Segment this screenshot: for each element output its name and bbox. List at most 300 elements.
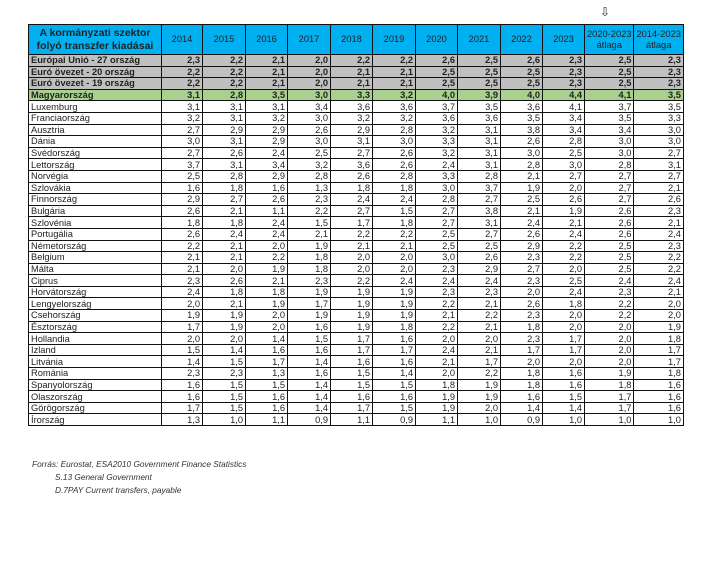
value-cell: 2,9	[501, 240, 543, 252]
value-cell: 2,0	[331, 263, 373, 275]
value-cell: 2,3	[501, 333, 543, 345]
value-cell: 2,7	[162, 124, 203, 136]
value-cell: 2,2	[634, 263, 683, 275]
value-cell: 1,9	[585, 368, 634, 380]
value-cell: 2,8	[373, 124, 416, 136]
value-cell: 3,8	[458, 205, 501, 217]
value-cell: 2,4	[416, 275, 458, 287]
value-cell: 2,9	[162, 194, 203, 206]
value-cell: 1,9	[246, 263, 288, 275]
value-cell: 1,8	[416, 379, 458, 391]
table-row	[29, 66, 684, 78]
value-cell: 1,1	[331, 414, 373, 426]
table-row	[29, 344, 684, 356]
value-cell: 2,5	[585, 263, 634, 275]
value-cell: 1,5	[246, 379, 288, 391]
value-cell: 1,9	[458, 379, 501, 391]
value-cell: 1,8	[162, 217, 203, 229]
value-cell: 3,6	[373, 101, 416, 113]
value-cell: 1,5	[373, 402, 416, 414]
value-cell: 3,2	[373, 89, 416, 101]
value-cell: 2,0	[585, 356, 634, 368]
table-row	[29, 310, 684, 322]
value-cell: 2,6	[416, 55, 458, 67]
value-cell: 2,6	[585, 217, 634, 229]
value-cell: 0,9	[373, 414, 416, 426]
value-cell: 3,1	[458, 217, 501, 229]
value-cell: 2,7	[416, 217, 458, 229]
value-cell: 2,0	[246, 310, 288, 322]
value-cell: 1,1	[416, 414, 458, 426]
value-cell: 2,3	[634, 205, 683, 217]
table-row	[29, 368, 684, 380]
value-cell: 3,1	[203, 112, 246, 124]
country-name: Málta	[29, 263, 162, 275]
value-cell: 1,5	[203, 379, 246, 391]
value-cell: 4,4	[543, 89, 585, 101]
country-name: Finnország	[29, 194, 162, 206]
value-cell: 1,8	[373, 217, 416, 229]
value-cell: 2,0	[288, 66, 331, 78]
value-cell: 2,2	[203, 66, 246, 78]
table-row	[29, 136, 684, 148]
value-cell: 3,0	[416, 252, 458, 264]
value-cell: 1,9	[543, 205, 585, 217]
value-cell: 2,3	[288, 275, 331, 287]
value-cell: 2,2	[543, 252, 585, 264]
table-row	[29, 78, 684, 90]
value-cell: 2,6	[458, 252, 501, 264]
value-cell: 2,0	[416, 368, 458, 380]
value-cell: 1,5	[203, 356, 246, 368]
table-body	[29, 55, 684, 426]
value-cell: 2,3	[162, 275, 203, 287]
value-cell: 2,6	[501, 55, 543, 67]
table-row	[29, 286, 684, 298]
value-cell: 2,5	[288, 147, 331, 159]
value-cell: 1,6	[331, 391, 373, 403]
table-row	[29, 217, 684, 229]
value-cell: 3,3	[416, 170, 458, 182]
value-cell: 1,4	[288, 402, 331, 414]
value-cell: 1,6	[288, 368, 331, 380]
value-cell: 1,1	[246, 414, 288, 426]
value-cell: 1,9	[416, 402, 458, 414]
table-title-line2: folyó transzfer kiadásai	[36, 39, 154, 52]
value-cell: 1,7	[585, 402, 634, 414]
value-cell: 2,1	[458, 321, 501, 333]
value-cell: 2,2	[543, 240, 585, 252]
value-cell: 2,3	[203, 368, 246, 380]
table-row	[29, 89, 684, 101]
value-cell: 2,3	[543, 55, 585, 67]
value-cell: 1,6	[501, 391, 543, 403]
value-cell: 3,1	[458, 147, 501, 159]
value-cell: 2,4	[373, 194, 416, 206]
value-cell: 1,9	[373, 310, 416, 322]
country-name: Franciaország	[29, 112, 162, 124]
value-cell: 1,6	[162, 182, 203, 194]
value-cell: 2,0	[634, 310, 683, 322]
value-cell: 2,3	[288, 194, 331, 206]
value-cell: 1,6	[373, 391, 416, 403]
value-cell: 4,0	[416, 89, 458, 101]
column-header-2020: 2020	[416, 25, 458, 55]
value-cell: 1,6	[373, 333, 416, 345]
value-cell: 1,9	[634, 321, 683, 333]
table-row	[29, 298, 684, 310]
value-cell: 2,3	[501, 275, 543, 287]
value-cell: 1,4	[288, 356, 331, 368]
value-cell: 3,0	[288, 112, 331, 124]
value-cell: 2,0	[288, 55, 331, 67]
value-cell: 1,7	[458, 356, 501, 368]
value-cell: 2,5	[458, 240, 501, 252]
value-cell: 3,5	[501, 112, 543, 124]
value-cell: 2,1	[246, 78, 288, 90]
value-cell: 3,3	[634, 112, 683, 124]
value-cell: 2,4	[634, 228, 683, 240]
value-cell: 2,1	[501, 170, 543, 182]
value-cell: 1,4	[543, 402, 585, 414]
value-cell: 1,3	[288, 182, 331, 194]
country-name: Lettország	[29, 159, 162, 171]
value-cell: 3,2	[416, 147, 458, 159]
value-cell: 1,7	[162, 402, 203, 414]
value-cell: 2,8	[416, 194, 458, 206]
value-cell: 2,6	[543, 194, 585, 206]
value-cell: 1,6	[634, 402, 683, 414]
table-row	[29, 379, 684, 391]
value-cell: 1,8	[288, 263, 331, 275]
value-cell: 1,5	[373, 205, 416, 217]
value-cell: 2,6	[373, 159, 416, 171]
table-title	[29, 25, 162, 55]
value-cell: 2,1	[458, 344, 501, 356]
value-cell: 2,2	[458, 368, 501, 380]
value-cell: 1,9	[373, 298, 416, 310]
value-cell: 2,7	[162, 147, 203, 159]
value-cell: 2,0	[162, 298, 203, 310]
column-header-line2: átlaga	[596, 39, 622, 50]
value-cell: 2,5	[585, 252, 634, 264]
value-cell: 2,4	[543, 228, 585, 240]
value-cell: 1,9	[288, 286, 331, 298]
country-name: Euró övezet - 19 ország	[29, 78, 162, 90]
column-header-2022: 2022	[501, 25, 543, 55]
value-cell: 1,7	[543, 333, 585, 345]
table-row	[29, 112, 684, 124]
value-cell: 3,1	[458, 159, 501, 171]
value-cell: 2,0	[373, 263, 416, 275]
header-row	[29, 25, 684, 55]
value-cell: 2,1	[373, 66, 416, 78]
value-cell: 2,1	[331, 240, 373, 252]
value-cell: 3,5	[246, 89, 288, 101]
value-cell: 2,7	[501, 263, 543, 275]
value-cell: 2,2	[246, 252, 288, 264]
table-row	[29, 55, 684, 67]
table-row	[29, 182, 684, 194]
value-cell: 1,5	[331, 368, 373, 380]
value-cell: 2,1	[203, 298, 246, 310]
country-name: Románia	[29, 368, 162, 380]
value-cell: 1,6	[331, 356, 373, 368]
value-cell: 1,8	[373, 182, 416, 194]
country-name: Svédország	[29, 147, 162, 159]
value-cell: 3,3	[416, 136, 458, 148]
value-cell: 3,0	[416, 182, 458, 194]
value-cell: 2,2	[162, 240, 203, 252]
value-cell: 1,4	[246, 333, 288, 345]
value-cell: 2,0	[501, 286, 543, 298]
value-cell: 1,8	[203, 182, 246, 194]
value-cell: 1,6	[288, 321, 331, 333]
value-cell: 3,9	[458, 89, 501, 101]
country-name: Portugália	[29, 228, 162, 240]
value-cell: 3,6	[458, 112, 501, 124]
value-cell: 2,0	[373, 252, 416, 264]
value-cell: 2,1	[501, 205, 543, 217]
value-cell: 2,1	[288, 228, 331, 240]
value-cell: 3,8	[501, 124, 543, 136]
value-cell: 2,9	[246, 136, 288, 148]
value-cell: 2,3	[585, 286, 634, 298]
value-cell: 3,2	[373, 112, 416, 124]
value-cell: 2,0	[585, 333, 634, 345]
value-cell: 3,4	[246, 159, 288, 171]
value-cell: 2,2	[416, 298, 458, 310]
value-cell: 1,0	[203, 414, 246, 426]
value-cell: 2,2	[373, 55, 416, 67]
table-row	[29, 228, 684, 240]
value-cell: 2,0	[458, 402, 501, 414]
value-cell: 3,6	[416, 112, 458, 124]
value-cell: 2,7	[634, 170, 683, 182]
value-cell: 3,7	[162, 159, 203, 171]
value-cell: 3,1	[162, 89, 203, 101]
value-cell: 2,0	[203, 263, 246, 275]
value-cell: 2,8	[203, 89, 246, 101]
table-row	[29, 147, 684, 159]
country-name: Litvánia	[29, 356, 162, 368]
value-cell: 2,1	[458, 298, 501, 310]
value-cell: 1,7	[162, 321, 203, 333]
value-cell: 2,7	[585, 170, 634, 182]
table-row	[29, 333, 684, 345]
value-cell: 2,1	[203, 205, 246, 217]
value-cell: 3,1	[203, 136, 246, 148]
value-cell: 3,7	[458, 182, 501, 194]
value-cell: 1,9	[416, 391, 458, 403]
value-cell: 2,6	[288, 124, 331, 136]
value-cell: 2,4	[543, 286, 585, 298]
country-name: Olaszország	[29, 391, 162, 403]
column-header-2018: 2018	[331, 25, 373, 55]
transaction-note: D.7PAY Current transfers, payable	[55, 485, 182, 495]
value-cell: 2,5	[585, 55, 634, 67]
table-row	[29, 414, 684, 426]
value-cell: 2,4	[373, 275, 416, 287]
value-cell: 1,7	[331, 333, 373, 345]
country-name: Norvégia	[29, 170, 162, 182]
value-cell: 2,7	[331, 147, 373, 159]
value-cell: 2,6	[246, 194, 288, 206]
value-cell: 3,0	[501, 147, 543, 159]
value-cell: 1,7	[331, 402, 373, 414]
country-name: Izland	[29, 344, 162, 356]
value-cell: 1,6	[246, 402, 288, 414]
value-cell: 4,1	[585, 89, 634, 101]
country-name: Szlovénia	[29, 217, 162, 229]
value-cell: 1,9	[162, 310, 203, 322]
value-cell: 1,5	[331, 379, 373, 391]
value-cell: 0,9	[501, 414, 543, 426]
value-cell: 2,7	[458, 228, 501, 240]
value-cell: 1,7	[501, 344, 543, 356]
value-cell: 2,7	[416, 205, 458, 217]
table-row	[29, 402, 684, 414]
value-cell: 3,1	[246, 101, 288, 113]
value-cell: 2,0	[634, 298, 683, 310]
value-cell: 3,1	[331, 136, 373, 148]
value-cell: 1,9	[288, 310, 331, 322]
value-cell: 2,8	[373, 170, 416, 182]
value-cell: 1,6	[634, 391, 683, 403]
value-cell: 1,3	[246, 368, 288, 380]
value-cell: 2,1	[634, 286, 683, 298]
value-cell: 1,4	[162, 356, 203, 368]
value-cell: 1,0	[543, 414, 585, 426]
value-cell: 2,1	[162, 263, 203, 275]
value-cell: 2,2	[416, 321, 458, 333]
value-cell: 1,7	[373, 344, 416, 356]
value-cell: 1,7	[634, 344, 683, 356]
value-cell: 2,4	[458, 275, 501, 287]
table-row	[29, 170, 684, 182]
value-cell: 2,3	[543, 66, 585, 78]
value-cell: 1,0	[585, 414, 634, 426]
value-cell: 1,7	[585, 391, 634, 403]
value-cell: 2,5	[416, 78, 458, 90]
value-cell: 2,2	[585, 298, 634, 310]
value-cell: 3,0	[543, 159, 585, 171]
value-cell: 1,6	[162, 391, 203, 403]
value-cell: 2,7	[543, 170, 585, 182]
country-name: Ciprus	[29, 275, 162, 287]
value-cell: 1,9	[246, 298, 288, 310]
value-cell: 3,0	[288, 89, 331, 101]
value-cell: 1,5	[373, 379, 416, 391]
value-cell: 2,3	[458, 286, 501, 298]
value-cell: 3,7	[416, 101, 458, 113]
value-cell: 1,4	[501, 402, 543, 414]
value-cell: 1,8	[373, 321, 416, 333]
value-cell: 2,2	[634, 252, 683, 264]
table-row	[29, 194, 684, 206]
value-cell: 1,0	[634, 414, 683, 426]
table-row	[29, 391, 684, 403]
value-cell: 1,9	[373, 286, 416, 298]
value-cell: 1,6	[634, 379, 683, 391]
down-arrow-icon: ⇩	[600, 5, 611, 19]
value-cell: 2,1	[416, 310, 458, 322]
value-cell: 2,6	[162, 205, 203, 217]
value-cell: 3,2	[246, 112, 288, 124]
value-cell: 2,4	[246, 228, 288, 240]
value-cell: 2,5	[585, 66, 634, 78]
value-cell: 1,8	[501, 379, 543, 391]
value-cell: 2,5	[416, 240, 458, 252]
value-cell: 2,6	[585, 228, 634, 240]
value-cell: 1,0	[458, 414, 501, 426]
value-cell: 1,7	[543, 344, 585, 356]
value-cell: 2,0	[331, 252, 373, 264]
column-header-2023: 2023	[543, 25, 585, 55]
column-header-average	[634, 25, 683, 55]
value-cell: 2,1	[246, 66, 288, 78]
country-name: Görögország	[29, 402, 162, 414]
value-cell: 2,6	[373, 147, 416, 159]
value-cell: 2,2	[162, 66, 203, 78]
column-header-line2: átlaga	[646, 39, 672, 50]
value-cell: 3,3	[331, 89, 373, 101]
value-cell: 1,6	[162, 379, 203, 391]
value-cell: 2,3	[501, 310, 543, 322]
value-cell: 2,4	[501, 217, 543, 229]
country-name: Írország	[29, 414, 162, 426]
country-name: Németország	[29, 240, 162, 252]
value-cell: 2,3	[501, 252, 543, 264]
value-cell: 2,1	[246, 275, 288, 287]
value-cell: 2,8	[585, 159, 634, 171]
value-cell: 2,3	[162, 55, 203, 67]
value-cell: 2,4	[416, 159, 458, 171]
table-row	[29, 240, 684, 252]
value-cell: 1,3	[162, 414, 203, 426]
value-cell: 2,6	[634, 194, 683, 206]
value-cell: 1,6	[246, 182, 288, 194]
value-cell: 1,6	[288, 344, 331, 356]
column-header-average	[585, 25, 634, 55]
value-cell: 3,0	[585, 147, 634, 159]
value-cell: 2,3	[416, 263, 458, 275]
value-cell: 3,5	[585, 112, 634, 124]
value-cell: 2,7	[331, 205, 373, 217]
value-cell: 1,6	[246, 344, 288, 356]
value-cell: 2,6	[331, 170, 373, 182]
value-cell: 1,6	[246, 391, 288, 403]
country-name: Horvátország	[29, 286, 162, 298]
value-cell: 3,1	[458, 136, 501, 148]
country-name: Hollandia	[29, 333, 162, 345]
value-cell: 2,1	[162, 252, 203, 264]
value-cell: 1,9	[331, 286, 373, 298]
value-cell: 1,5	[203, 391, 246, 403]
country-name: Euró övezet - 20 ország	[29, 66, 162, 78]
value-cell: 2,3	[634, 78, 683, 90]
value-cell: 3,5	[634, 89, 683, 101]
value-cell: 2,0	[162, 333, 203, 345]
table-row	[29, 321, 684, 333]
value-cell: 1,9	[331, 298, 373, 310]
value-cell: 3,4	[288, 101, 331, 113]
value-cell: 2,7	[585, 182, 634, 194]
value-cell: 2,0	[543, 356, 585, 368]
value-cell: 1,6	[373, 356, 416, 368]
country-name: Spanyolország	[29, 379, 162, 391]
value-cell: 3,6	[331, 159, 373, 171]
